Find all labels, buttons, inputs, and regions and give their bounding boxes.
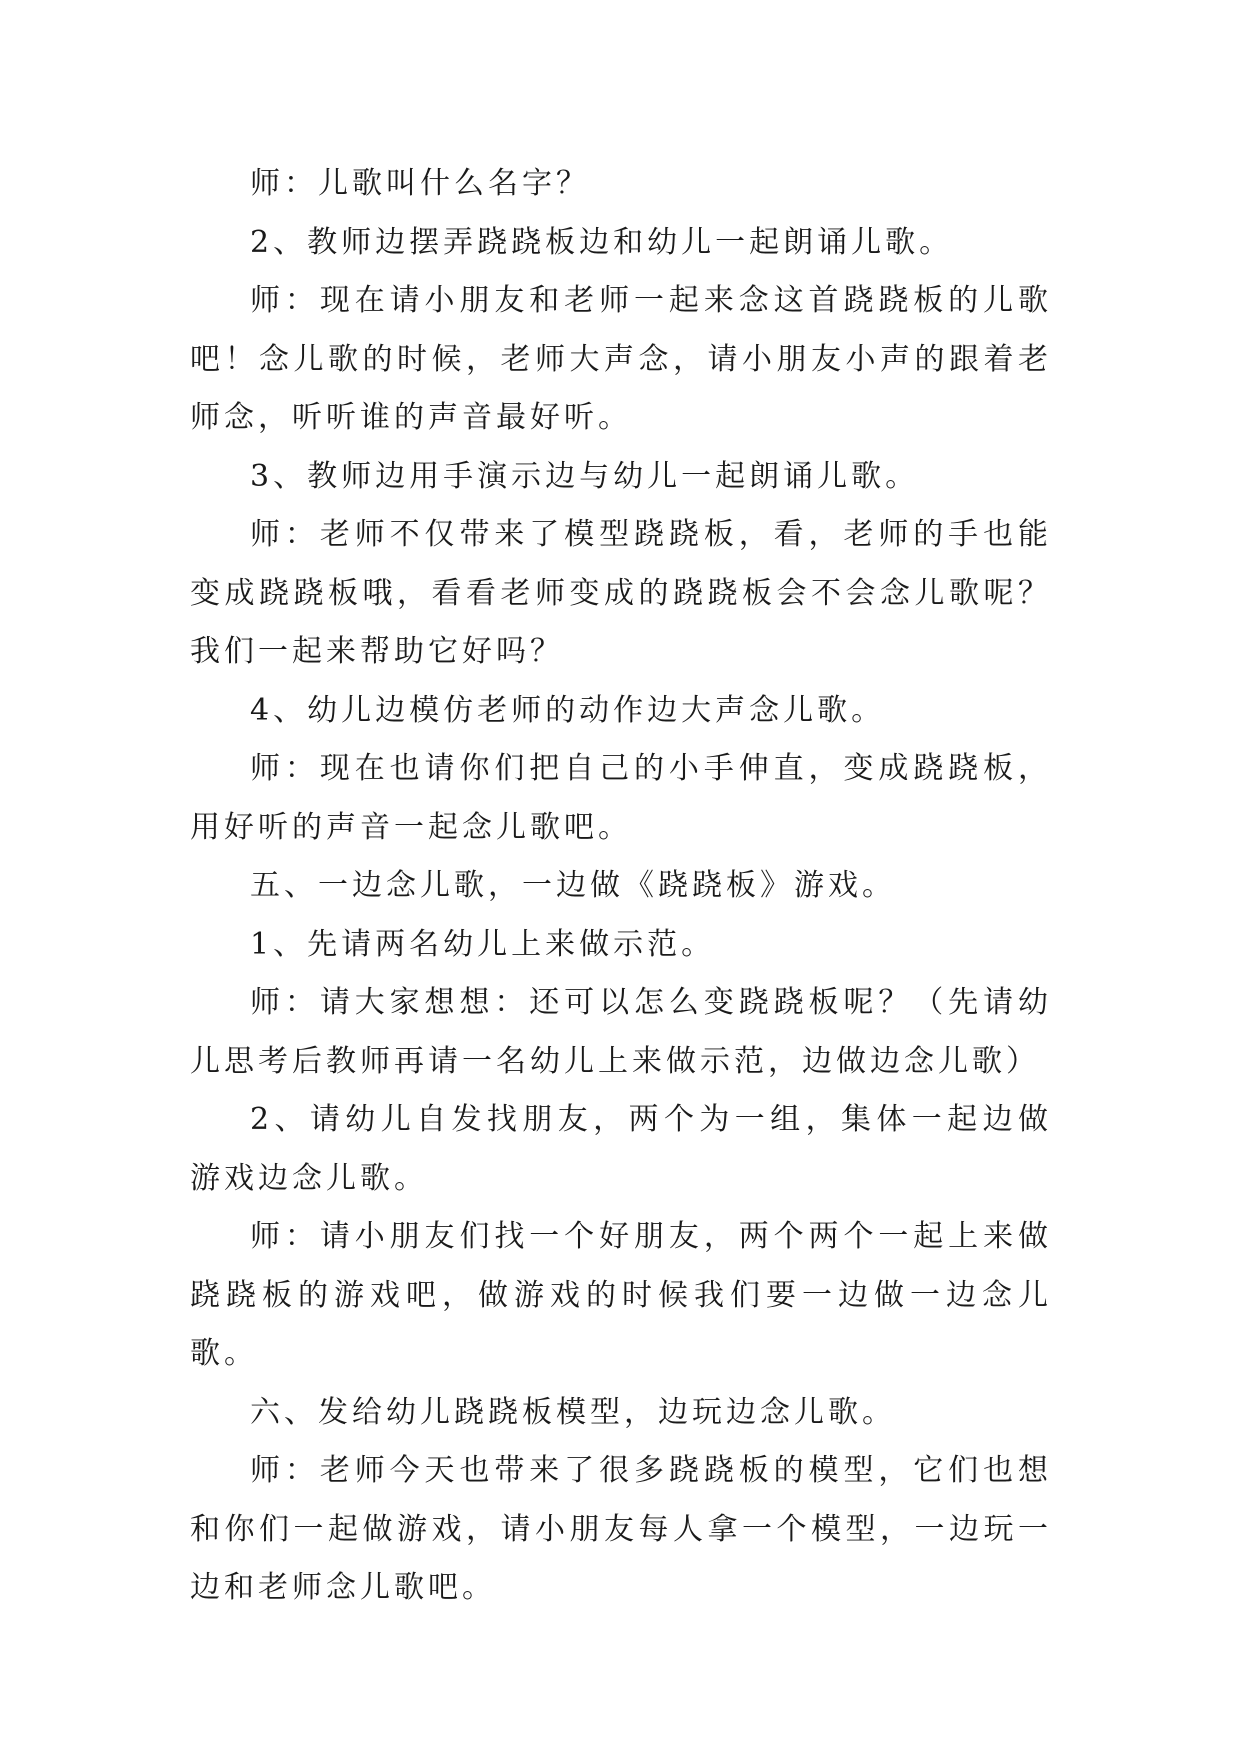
paragraph-12: 师：请小朋友们找一个好朋友，两个两个一起上来做跷跷板的游戏吧，做游戏的时候我们要一边做一边念儿歌。: [190, 1219, 1052, 1371]
paragraph-3: 师：现在请小朋友和老师一起来念这首跷跷板的儿歌吧！念儿歌的时候，老师大声念，请小朋友小声的跟着老师念，听听谁的声音最好听。: [190, 283, 1052, 435]
document-body: [190, 155, 1052, 1618]
paragraph-11: 2、请幼儿自发找朋友，两个为一组，集体一起边做游戏边念儿歌。: [190, 1102, 1052, 1196]
paragraph-4: 3、教师边用手演示边与幼儿一起朗诵儿歌。: [250, 458, 920, 494]
paragraph-5: 师：老师不仅带来了模型跷跷板，看，老师的手也能变成跷跷板哦，看看老师变成的跷跷板会不会念儿歌呢？我们一起来帮助它好吗？: [190, 517, 1052, 669]
paragraph-10: 师：请大家想想：还可以怎么变跷跷板呢？（先请幼儿思考后教师再请一名幼儿上来做示范，边做边念儿歌）: [190, 985, 1052, 1079]
paragraph-2: 2、教师边摆弄跷跷板边和幼儿一起朗诵儿歌。: [250, 224, 954, 260]
paragraph-7: 师：现在也请你们把自己的小手伸直，变成跷跷板，用好听的声音一起念儿歌吧。: [190, 751, 1052, 845]
paragraph-1: 师：儿歌叫什么名字？: [250, 166, 590, 201]
paragraph-14: 师：老师今天也带来了很多跷跷板的模型，它们也想和你们一起做游戏，请小朋友每人拿一个模型，一边玩一边和老师念儿歌吧。: [190, 1453, 1052, 1605]
section-heading-5: 五、一边念儿歌，一边做《跷跷板》游戏。: [250, 868, 896, 903]
section-heading-6: 六、发给幼儿跷跷板模型，边玩边念儿歌。: [250, 1394, 896, 1430]
paragraph-9: 1、先请两名幼儿上来做示范。: [250, 926, 716, 962]
paragraph-6: 4、幼儿边模仿老师的动作边大声念儿歌。: [250, 692, 886, 728]
